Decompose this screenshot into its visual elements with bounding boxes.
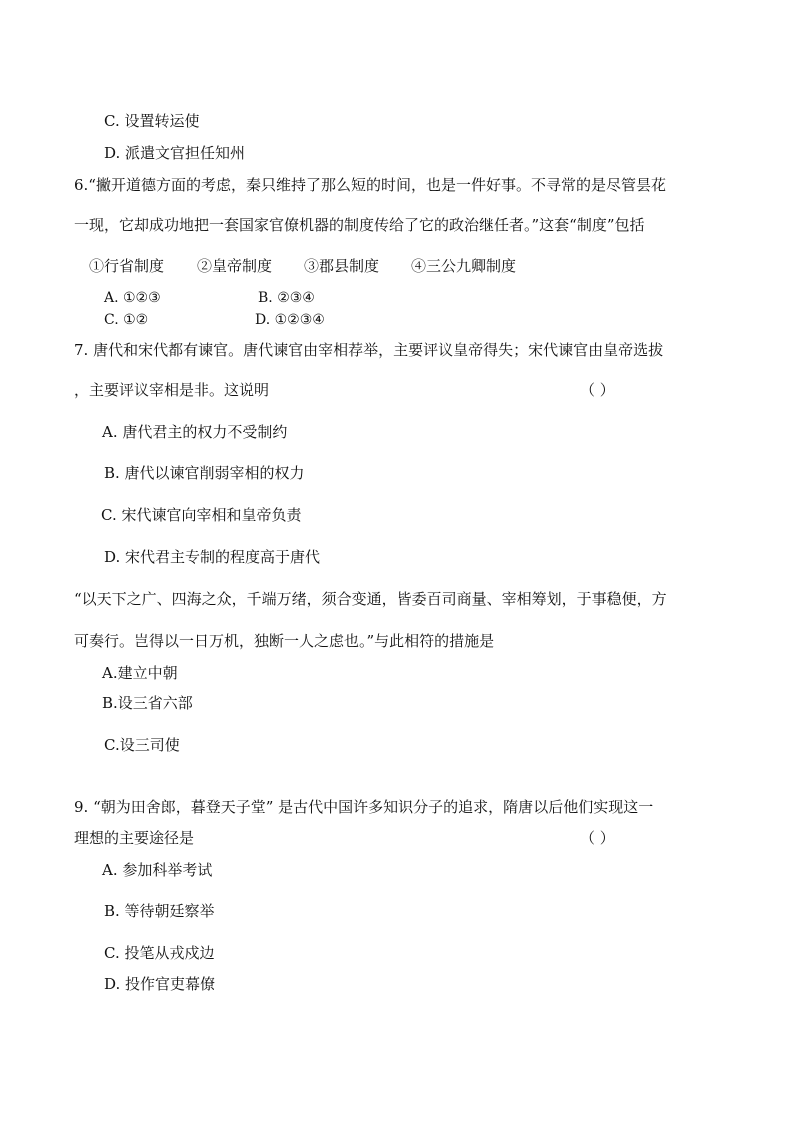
q7-option-a: A. 唐代君主的权力不受制约 [102, 423, 288, 441]
q8-stem-line2: 可奏行。岂得以一日万机，独断一人之虑也。”与此相符的措施是 [74, 632, 495, 650]
q7-option-b: B. 唐代以谏官削弱宰相的权力 [104, 464, 305, 482]
q6-item-3: ③郡县制度 [304, 257, 380, 275]
q6-option-c: C. ①② [104, 312, 149, 328]
q7-option-d: D. 宋代君主专制的程度高于唐代 [104, 548, 321, 566]
q9-option-b: B. 等待朝廷察举 [104, 902, 215, 920]
q6-stem-line2: 一现，它却成功地把一套国家官僚机器的制度传给了它的政治继任者。”这套“制度”包括 [74, 216, 645, 234]
q8-stem-line1: “以天下之广、四海之众，千端万绪，须合变通，皆委百司商量、宰相筹划，于事稳便，方 [74, 590, 667, 608]
q5-option-c: C. 设置转运使 [104, 112, 200, 130]
q9-stem-line1: 9. “朝为田舍郎，暮登天子堂” 是古代中国许多知识分子的追求，隋唐以后他们实现这一 [74, 798, 654, 816]
q9-option-c: C. 投笔从戎戍边 [104, 944, 215, 962]
q9-answer-paren: （ ） [580, 829, 615, 847]
q8-option-b: B.设三省六部 [102, 694, 193, 712]
q9-stem-line2: 理想的主要途径是 [74, 829, 195, 847]
q6-item-2: ②皇帝制度 [197, 257, 273, 275]
q6-option-d: D. ①②③④ [255, 312, 325, 328]
q7-answer-paren: （ ） [580, 381, 615, 399]
q6-option-a: A. ①②③ [104, 290, 161, 306]
q8-option-a: A.建立中朝 [102, 664, 178, 682]
q7-option-c: C. 宋代谏官向宰相和皇帝负责 [101, 506, 302, 524]
q9-option-d: D. 投作官吏幕僚 [104, 975, 216, 993]
q6-item-1: ①行省制度 [89, 257, 165, 275]
q6-option-b: B. ②③④ [258, 290, 315, 306]
q5-option-d: D. 派遣文官担任知州 [104, 144, 246, 162]
q7-stem-line1: 7. 唐代和宋代都有谏官。唐代谏官由宰相荐举，主要评议皇帝得失；宋代谏官由皇帝选拔 [74, 341, 664, 359]
q8-option-c: C.设三司使 [104, 736, 180, 754]
q9-option-a: A. 参加科举考试 [102, 861, 213, 879]
q6-item-4: ④三公九卿制度 [411, 257, 517, 275]
q6-stem-line1: 6.“撇开道德方面的考虑，秦只维持了那么短的时间，也是一件好事。不寻常的是尽管昙花 [74, 176, 666, 194]
q7-stem-line2: ，主要评议宰相是非。这说明 [74, 381, 270, 399]
